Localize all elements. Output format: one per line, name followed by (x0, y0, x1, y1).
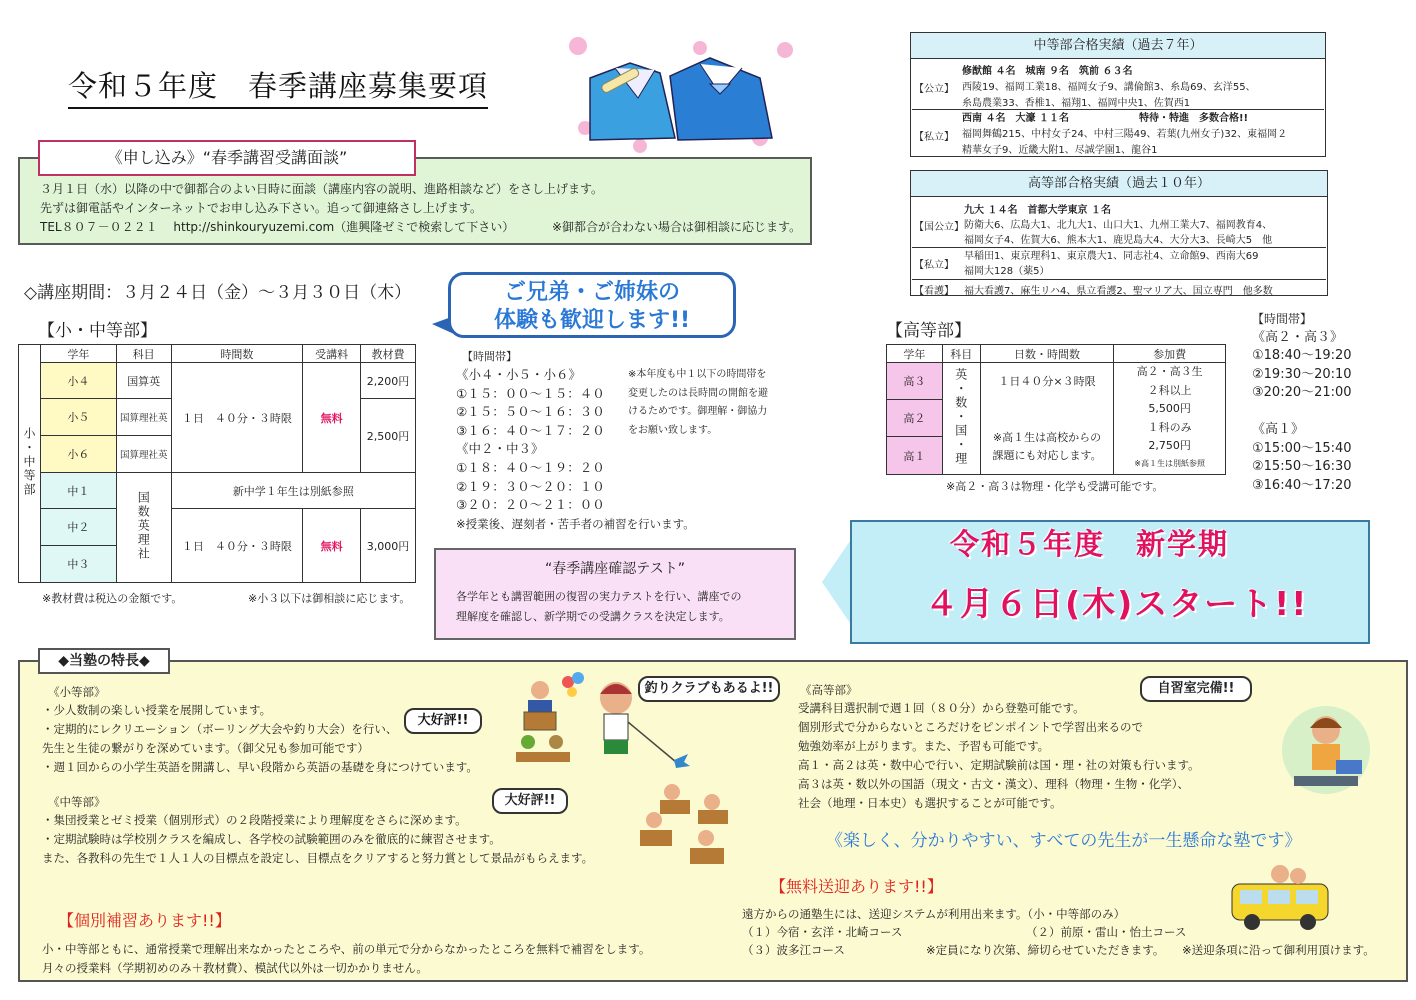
header-cell: 学年 (41, 345, 117, 363)
ko-head: 《高等部》 (800, 683, 858, 697)
banner-tail (822, 538, 852, 626)
side-label: 小・中等部 (19, 345, 41, 583)
hs-time-list: 【時間帯】 《高２・高３》 ①18:40～19:20 ②19:30～20:10 ③20:20～21:00 《高１》 ①15:00～15:40 ②15:50～16:30 ③16:40～17:20 (1252, 312, 1352, 493)
fee-cell: 2,200円 (361, 363, 416, 399)
banner-line: 令和５年度 新学期 (950, 527, 1230, 561)
hs-results-head: 高等部合格実績（過去１０年） (911, 171, 1327, 197)
bus-course: （１）今宿・玄洋・北崎コース (742, 925, 903, 939)
grade-cell: 小５ (41, 399, 117, 436)
header-cell: 参加費 (1114, 345, 1226, 363)
students-illustration (620, 780, 740, 880)
schedule-time: ③２０：２０～２１：００ (456, 497, 605, 513)
chu-list: ・集団授業とゼミ授業（個別形式）の２段階授業により理解度をさらに深めます。 ・定期試験時は学校別クラスを編成し、各学校の試験範囲のみを徹底的に練習させます。 また、各教科の先生で１人１人の目標点を設定し、目標点をクリアすると努力賞として景品がもらえます。 (42, 813, 594, 865)
hs-table (886, 344, 1226, 475)
hours-cell: １日 ４０分・３時限 (171, 363, 303, 473)
header-cell: 科目 (116, 345, 171, 363)
schedule-head: 【時間帯】 (462, 350, 517, 363)
header-cell: 受講料 (303, 345, 361, 363)
popular-callout: 大好評!! (404, 708, 482, 734)
schedule-time: ②１５：５０～１６：３０ (456, 404, 605, 420)
fishing-callout: 釣りクラブもあるよ!! (638, 676, 780, 702)
kobetsu-head: 【個別補習あります!!】 (58, 911, 231, 930)
slogan: 《楽しく、分かりやすい、すべての先生が一生懸命な塾です》 (826, 831, 1302, 851)
divider (912, 109, 1324, 110)
banner-line: ４月６日(木)スタート!! (925, 584, 1309, 623)
hs-section-title: 【高等部】 (886, 321, 971, 341)
pub-label: 【公立】 (914, 84, 954, 95)
bus-note: ※定員になり次第、締切らせていただきます。 (926, 943, 1165, 957)
header-cell: 科目 (942, 345, 980, 363)
subject-cell: 国算英 (116, 363, 171, 399)
popular-callout: 大好評!! (492, 788, 568, 814)
hs-priv-results: 早稲田1、東京理科1、東京農大1、同志社4、立命館9、西南大69 福岡大128（薬5） (964, 251, 1259, 277)
sibling-bubble (448, 272, 736, 338)
bubble-line: 体験も歓迎します!! (493, 308, 691, 333)
schedule-time: ①１５：００～１５：４０ (456, 385, 605, 401)
schedule-time: ①１８：４０～１９：２０ (456, 459, 605, 475)
schedule-time: ②１９：３０～２０：１０ (456, 478, 605, 494)
divider (912, 279, 1326, 280)
grade-cell: 中２ (41, 509, 117, 546)
priv-label: 【私立】 (914, 132, 954, 143)
hours-cell: １日４０分×３時限 ※高１生は高校からの 課題にも対応します。 (980, 363, 1114, 475)
schedule-time: ③１６：４０～１７：２０ (456, 422, 605, 438)
elem-section-title: 【小・中等部】 (38, 321, 157, 341)
apply-contact: TEL８０７－０２２１ http://shinkouryuzemi.com（進興隆ゼミで検索して下さい） (40, 220, 515, 234)
course-period: ◇講座期間：３月２４日（金）～３月３０日（木） (24, 283, 412, 303)
class-illustration (506, 668, 786, 788)
schedule-group: 《中２・中３》 (456, 441, 544, 457)
bus-note: ※送迎条項に沿って御利用頂けます。 (1182, 943, 1375, 957)
kobetsu-lines: 小・中等部ともに、通常授業で理解出来なかったところや、前の単元で分からなかったところを無料で補習をします。 月々の授業料（学期初めのみ＋教材費）、模試代以外は一切かかりません。 (42, 942, 651, 975)
page-title: 令和５年度 春季講座募集要項 (68, 64, 488, 109)
pub-results: 修猷館 ４名 城南 ９名 筑前 ６３名 西陵19、福岡工業18、福岡女子9、講倫館3、糸島69、玄洋55、 糸島農業33、香椎1、福翔1、福岡中央1、佐賀西1 (962, 66, 1256, 109)
ko-list: 受講科目選択制で週１回（８０分）から登塾可能です。 個別形式で分からないところだけをピンポイントで学習出来るので 勉強効率が上がります。また、予習も可能です。 高１・高２は英・数中心で行い、定期試験前は国・理・社の対策も行います。 高３は英・数以外の国語（現文・古文・漢文）、理科（物理・生物・化学）、 社会（地理・日本史）も選択することが可能です。 (798, 701, 1200, 810)
sho-list: ・少人数制の楽しい授業を展開しています。 ・定期的にレクリエーション（ボーリング大会や釣り大会）を行い、 先生と生徒の繋がりを深めています。（御父兄も参加可能です） ・週１回からの小学生英語を開講し、早い段階から英語の基礎を身につけています。 (42, 703, 478, 774)
hs-priv-label: 【私立】 (914, 260, 954, 271)
grade-cell: 高１ (887, 437, 943, 475)
subject-cell: 国算理社英 (116, 399, 171, 436)
elem-table (18, 344, 416, 583)
grade-cell: 高２ (887, 400, 943, 437)
apply-line: 先ずは御電話やインターネットでお申し込み下さい。追って御連絡さし上げます。 (40, 201, 482, 215)
chu1-note-cell: 新中学１年生は別紙参照 (171, 473, 415, 509)
grade-cell: 中３ (41, 546, 117, 583)
bus-line: 遠方からの通塾生には、送迎システムが利用出来ます。（小・中等部のみ） (742, 907, 1126, 921)
header-cell: 日数・時間数 (980, 345, 1114, 363)
header-cell: 教材費 (361, 345, 416, 363)
grade-cell: 小４ (41, 363, 117, 399)
subject-cell: 国数英理社 (116, 473, 171, 583)
bus-illustration (1226, 862, 1336, 934)
header-cell: 時間数 (171, 345, 303, 363)
grade-cell: 中１ (41, 473, 117, 509)
test-head: “春季講座確認テスト” (545, 561, 685, 577)
uniform-illustration (560, 28, 800, 158)
hs-note: ※高２・高３は物理・化学も受講可能です。 (946, 480, 1164, 493)
priv-results: 西南 ４名 大濠 １１名 特待・特進 多数合格!! 福岡舞鶴215、中村女子24、中村三陽49、若葉(九州女子)32、東福岡２ 精華女子9、近畿大附1、尽誠学園1、龍谷1 (962, 113, 1288, 156)
fee-cell: 高２・高３生 ２科以上 5,500円 １科のみ 2,750円 ※高１生は別紙参照 (1114, 363, 1226, 475)
grade-cell: 高３ (887, 363, 943, 400)
schedule-note: ※授業後、遅刻者・苦手者の補習を行います。 (456, 516, 695, 531)
free-cell: 無料 (303, 363, 361, 473)
fish-icon (674, 754, 690, 768)
schedule-group: 《小４・小５・小６》 (456, 367, 582, 382)
fee-cell: 2,500円 (361, 399, 416, 473)
header-cell: 学年 (887, 345, 943, 363)
apply-line: ３月１日（水）以降の中で御都合のよい日時に面談（講座内容の説明、進路相談など）をさし上げます。 (40, 182, 604, 196)
apply-note: ※御都合が合わない場合は御相談に応じます。 (552, 220, 802, 234)
elem-note: ※教材費は税込の金額です。 (42, 592, 183, 605)
balloons-icon (562, 672, 584, 697)
apply-heading: 《申し込み》“春季講習受講面談” (38, 140, 416, 176)
study-room-callout: 自習室完備!! (1140, 676, 1252, 702)
divider (912, 247, 1326, 248)
elem-note: ※小３以下は御相談に応じます。 (248, 592, 411, 605)
bus-head: 【無料送迎あります!!】 (770, 877, 943, 896)
grade-cell: 小６ (41, 436, 117, 473)
bus-course: （２）前原・雷山・怡土コース (1026, 925, 1187, 939)
test-line: 理解度を確認し、新学期での受講クラスを決定します。 (456, 610, 730, 623)
girl-study-illustration (1266, 700, 1386, 800)
schedule-side-note: ※本年度も中１以下の時間帯を 変更したのは長時間の開館を避 けるためです。御理解・御協力 をお願い致します。 (628, 369, 768, 436)
free-cell: 無料 (303, 509, 361, 583)
test-line: 各学年とも講習範囲の復習の実力テストを行い、講座での (456, 590, 742, 603)
subject-cell: 英・数・国・理 (942, 363, 980, 475)
hours-cell: １日 ４０分・３時限 (171, 509, 303, 583)
bus-course: （３）波多江コース (742, 943, 845, 957)
nat-results: 九大 １４名 首都大学東京 １名 防衛大6、広島大1、北九大1、山口大1、九州工業大7、福岡教育4、 福岡女子4、佐賀大6、熊本大1、鹿児島大4、大分大3、長崎大5 他 (964, 205, 1273, 246)
nurse-label: 【看護】 (914, 286, 954, 297)
sho-head: 《小等部》 (48, 685, 106, 699)
features-head: ◆当塾の特長◆ (38, 648, 170, 674)
nurse-results: 福大看護7、麻生リハ4、県立看護2、聖マリア大、国立専門 他多数 (964, 286, 1273, 297)
bubble-line: ご兄弟・ご姉妹の (503, 280, 680, 305)
nat-label: 【国公立】 (914, 222, 964, 233)
subject-cell: 国算理社英 (116, 436, 171, 473)
chu-head: 《中等部》 (48, 795, 106, 809)
chu-results-head: 中等部合格実績（過去７年） (911, 33, 1325, 59)
fee-cell: 3,000円 (361, 509, 416, 583)
